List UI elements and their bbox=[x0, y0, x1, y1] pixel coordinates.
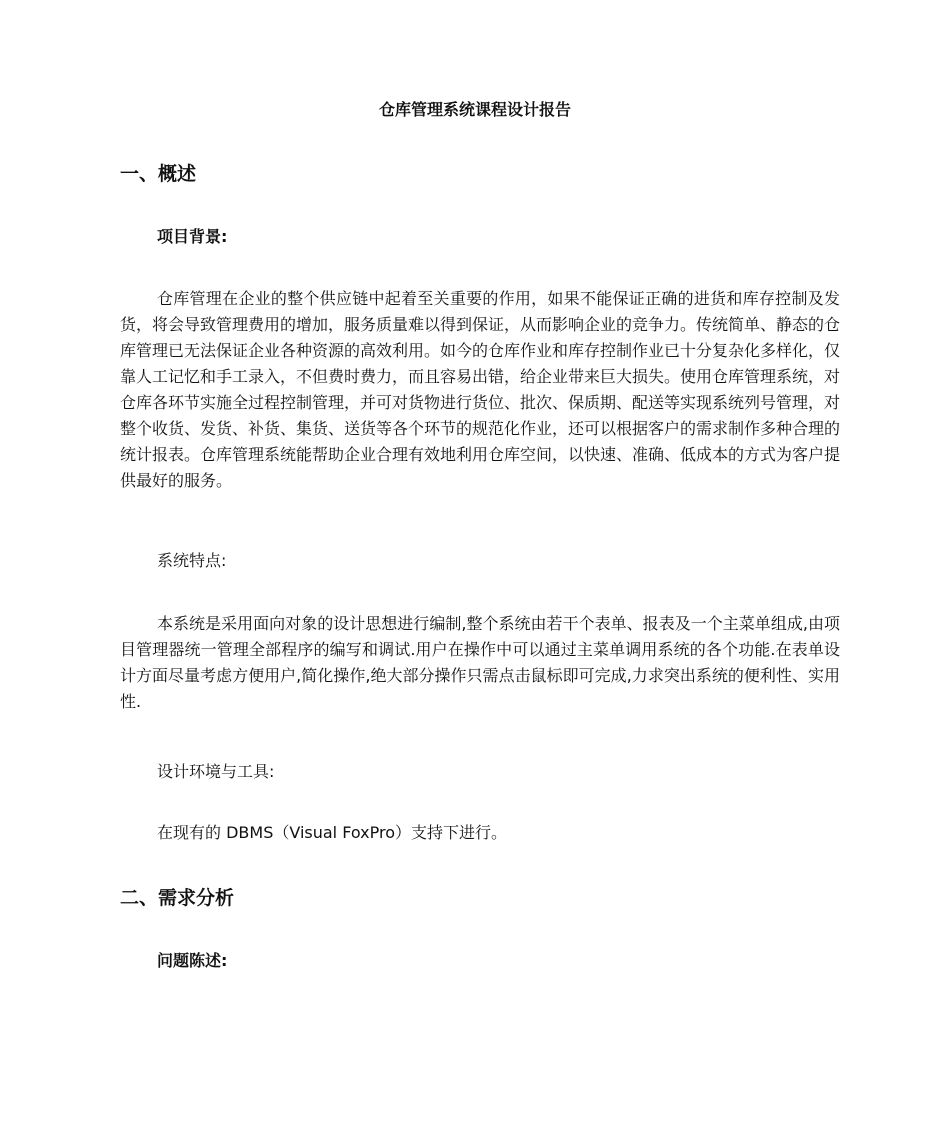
paragraph-design-environment: 在现有的 DBMS（Visual FoxPro）支持下进行。 bbox=[157, 823, 507, 842]
subheading-system-features: 系统特点: bbox=[157, 551, 227, 570]
section-heading-requirements: 二、需求分析 bbox=[120, 887, 235, 909]
document-title: 仓库管理系统课程设计报告 bbox=[378, 100, 571, 119]
subheading-design-environment: 设计环境与工具: bbox=[157, 762, 275, 781]
paragraph-system-features: 本系统是采用面向对象的设计思想进行编制,整个系统由若干个表单、报表及一个主菜单组成,由项目管理器统一管理全部程序的编写和调试.用户在操作中可以通过主菜单调用系统的各个功能.在表单设计方面尽量考虑方便用户,简化操作,绝大部分操作只需点击鼠标即可完成,力求突出系统的便利性、实用性. bbox=[120, 614, 840, 711]
section-heading-overview: 一、概述 bbox=[120, 163, 197, 185]
subheading-problem-statement: 问题陈述: bbox=[157, 951, 228, 970]
paragraph-project-background: 仓库管理在企业的整个供应链中起着至关重要的作用，如果不能保证正确的进货和库存控制及发货，将会导致管理费用的增加，服务质量难以得到保证，从而影响企业的竞争力。传统简单、静态的仓库管理已无法保证企业各种资源的高效利用。如今的仓库作业和库存控制作业已十分复杂化多样化，仅靠人工记忆和手工录入，不但费时费力，而且容易出错，给企业带来巨大损失。使用仓库管理系统，对仓库各环节实施全过程控制管理，并可对货物进行货位、批次、保质期、配送等实现系统列号管理，对整个收货、发货、补货、集货、送货等各个环节的规范化作业，还可以根据客户的需求制作多种合理的统计报表。仓库管理系统能帮助企业合理有效地利用仓库空间，以快速、准确、低成本的方式为客户提供最好的服务。 bbox=[120, 289, 841, 490]
subheading-project-background: 项目背景: bbox=[157, 227, 228, 246]
